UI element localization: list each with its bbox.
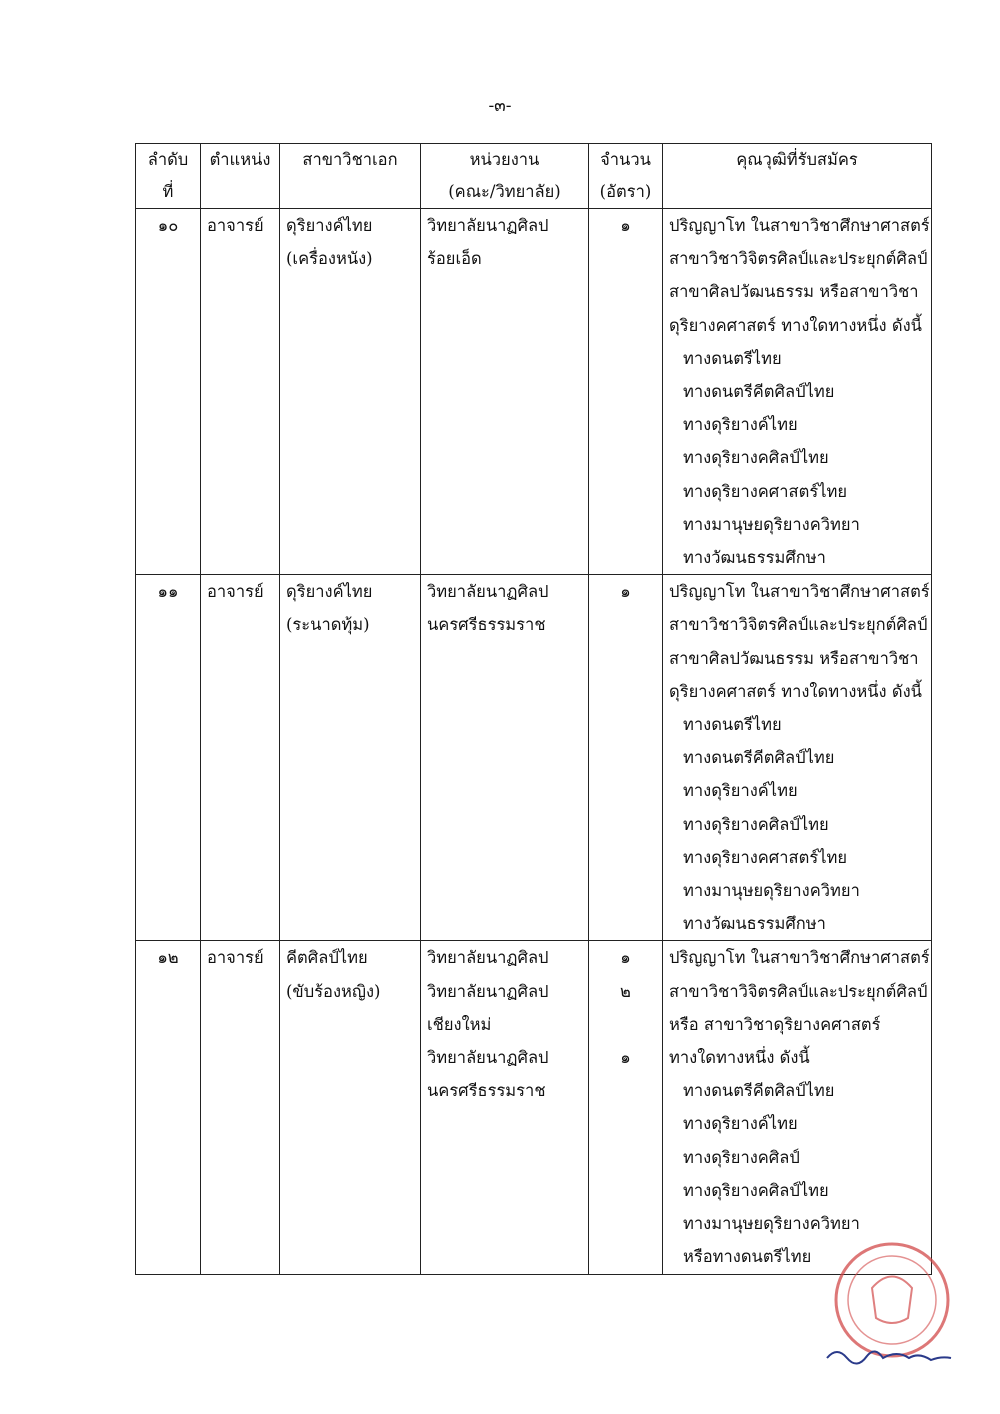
qualification-item: ทางดนตรีคีตศิลป์ไทย xyxy=(683,1081,835,1101)
qualification-line: สาขาวิชาวิจิตรศิลป์และประยุกต์ศิลป์ xyxy=(669,981,928,1001)
unit-line: นครศรีธรรมราช xyxy=(427,1081,546,1101)
header-major-line-1: สาขาวิชาเอก xyxy=(302,150,398,169)
official-seal-stamp xyxy=(822,1240,962,1380)
qualification-item: ทางดุริยางค์ไทย xyxy=(683,781,798,801)
row-qualification xyxy=(663,575,932,941)
qualification-item: ทางดุริยางคศิลป์ xyxy=(683,1147,800,1167)
count-line xyxy=(595,1008,656,1041)
row-count xyxy=(589,209,663,575)
row-no: ๑๑ xyxy=(136,575,201,941)
header-no-line-1: ลำดับ xyxy=(147,150,189,169)
row-qualification xyxy=(663,209,932,575)
row-unit xyxy=(421,209,589,575)
header-no xyxy=(136,144,201,209)
qualification-item: ทางมานุษยดุริยางควิทยา xyxy=(683,514,860,534)
qualification-item: ทางดุริยางค์ไทย xyxy=(683,1114,798,1134)
major-line: (เครื่องหนัง) xyxy=(286,249,373,269)
qualification-line: ปริญญาโท ในสาขาวิชาศึกษาศาสตร์ xyxy=(669,582,930,602)
table-row xyxy=(136,575,932,941)
qualification-line: สาขาศิลปวัฒนธรรม หรือสาขาวิชา xyxy=(669,282,919,302)
row-position: อาจารย์ xyxy=(201,941,280,1274)
table-row xyxy=(136,941,932,1274)
header-unit-line-2: (คณะ/วิทยาลัย) xyxy=(448,182,561,201)
table-row xyxy=(136,209,932,575)
qualification-item: ทางมานุษยดุริยางควิทยา xyxy=(683,1214,860,1234)
qualification-item: หรือทางดนตรีไทย xyxy=(683,1247,812,1267)
row-qualification xyxy=(663,941,932,1274)
qualification-item: ทางดุริยางคศาสตร์ไทย xyxy=(683,847,848,867)
row-position: อาจารย์ xyxy=(201,575,280,941)
count-line: ๒ xyxy=(620,981,631,1001)
count-line: ๑ xyxy=(620,216,631,235)
seal-signature-icon xyxy=(827,1351,951,1363)
header-count-line-1: จำนวน xyxy=(600,150,651,169)
header-qualification-line-1: คุณวุฒิที่รับสมัคร xyxy=(736,150,858,169)
qualification-line: ทางใดทางหนึ่ง ดังนี้ xyxy=(669,1048,810,1068)
row-major xyxy=(280,941,421,1274)
qualification-item: ทางมานุษยดุริยางควิทยา xyxy=(683,881,860,901)
table-header xyxy=(136,144,932,209)
seal-emblem-icon xyxy=(872,1277,912,1324)
row-major xyxy=(280,575,421,941)
qualification-item: ทางดุริยางคศาสตร์ไทย xyxy=(683,481,848,501)
qualification-item: ทางวัฒนธรรมศึกษา xyxy=(683,914,826,934)
row-count xyxy=(589,941,663,1274)
unit-line: วิทยาลัยนาฏศิลป xyxy=(427,216,549,235)
row-position: อาจารย์ xyxy=(201,209,280,575)
header-no-line-2: ที่ xyxy=(162,182,174,201)
major-line: ดุริยางค์ไทย xyxy=(286,216,373,235)
qualification-item: ทางดุริยางคศิลป์ไทย xyxy=(683,814,829,834)
seal-outer-ring xyxy=(836,1244,948,1356)
major-line: (ระนาดทุ้ม) xyxy=(286,615,370,635)
page-number: -๓- xyxy=(488,96,512,116)
major-line: คีตศิลป์ไทย xyxy=(286,948,368,968)
table-body xyxy=(136,209,932,1275)
qualification-item: ทางดนตรีไทย xyxy=(683,348,782,368)
row-unit xyxy=(421,575,589,941)
row-count xyxy=(589,575,663,941)
qualification-item: ทางวัฒนธรรมศึกษา xyxy=(683,548,826,568)
qualification-line: ดุริยางคศาสตร์ ทางใดทางหนึ่ง ดังนี้ xyxy=(669,681,922,701)
header-qualification xyxy=(663,144,932,209)
unit-line: วิทยาลัยนาฏศิลป xyxy=(427,948,549,968)
qualification-line: ปริญญาโท ในสาขาวิชาศึกษาศาสตร์ xyxy=(669,216,930,235)
unit-line: นครศรีธรรมราช xyxy=(427,615,546,635)
header-unit-line-1: หน่วยงาน xyxy=(469,150,540,169)
qualification-table xyxy=(135,143,932,1275)
header-count-line-2: (อัตรา) xyxy=(599,182,652,201)
unit-line: วิทยาลัยนาฏศิลป xyxy=(427,981,549,1001)
qualification-line: ปริญญาโท ในสาขาวิชาศึกษาศาสตร์ xyxy=(669,948,930,968)
qualification-line: ดุริยางคศาสตร์ ทางใดทางหนึ่ง ดังนี้ xyxy=(669,315,922,335)
row-major xyxy=(280,209,421,575)
count-line: ๑ xyxy=(620,1048,631,1068)
row-no: ๑๒ xyxy=(136,941,201,1274)
qualification-item: ทางดนตรีไทย xyxy=(683,715,782,735)
qualification-item: ทางดนตรีคีตศิลป์ไทย xyxy=(683,382,835,402)
unit-line: ร้อยเอ็ด xyxy=(427,249,482,269)
major-line: ดุริยางค์ไทย xyxy=(286,582,373,602)
header-count xyxy=(589,144,663,209)
qualification-line: สาขาวิชาวิจิตรศิลป์และประยุกต์ศิลป์ xyxy=(669,249,928,269)
header-position xyxy=(201,144,280,209)
count-line: ๑ xyxy=(620,948,631,968)
header-row xyxy=(136,144,932,209)
major-line: (ขับร้องหญิง) xyxy=(286,981,381,1001)
seal-inner-ring xyxy=(848,1256,936,1344)
qualification-line: สาขาศิลปวัฒนธรรม หรือสาขาวิชา xyxy=(669,648,919,668)
header-unit xyxy=(421,144,589,209)
unit-line: วิทยาลัยนาฏศิลป xyxy=(427,1048,549,1068)
row-unit xyxy=(421,941,589,1274)
qualification-item: ทางดุริยางคศิลป์ไทย xyxy=(683,1180,829,1200)
header-position-line-1: ตำแหน่ง xyxy=(209,150,271,169)
qualification-item: ทางดุริยางค์ไทย xyxy=(683,415,798,435)
header-major xyxy=(280,144,421,209)
count-line: ๑ xyxy=(620,582,631,602)
qualification-line: สาขาวิชาวิจิตรศิลป์และประยุกต์ศิลป์ xyxy=(669,615,928,635)
unit-line: วิทยาลัยนาฏศิลป xyxy=(427,582,549,602)
row-no: ๑๐ xyxy=(136,209,201,575)
qualification-item: ทางดุริยางคศิลป์ไทย xyxy=(683,448,829,468)
qualification-item: ทางดนตรีคีตศิลป์ไทย xyxy=(683,748,835,768)
qualification-line: หรือ สาขาวิชาดุริยางคศาสตร์ xyxy=(669,1014,881,1034)
unit-line: เชียงใหม่ xyxy=(427,1014,492,1034)
